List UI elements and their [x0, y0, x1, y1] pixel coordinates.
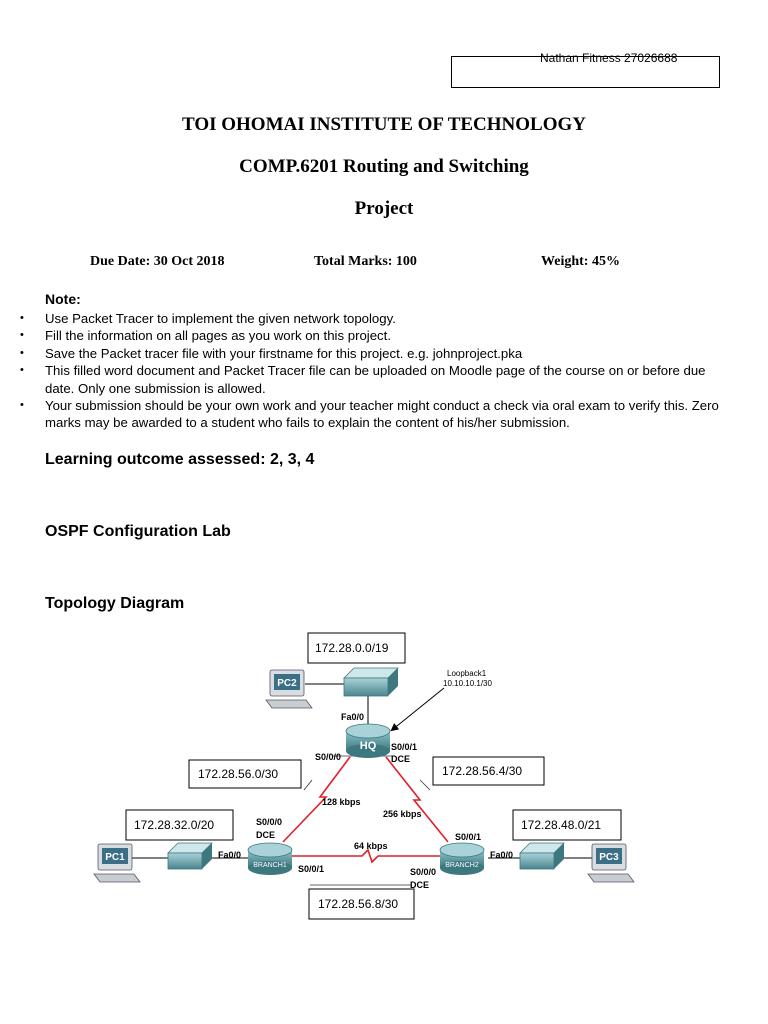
- subnet-tick-hq-b1: [304, 780, 312, 790]
- bullet-icon: •: [20, 346, 24, 359]
- hq-s000-label: S0/0/0: [315, 752, 342, 762]
- hq-fa-label: Fa0/0: [341, 712, 365, 722]
- svg-text:172.28.32.0/20: 172.28.32.0/20: [134, 818, 215, 832]
- pc3-label: PC3: [599, 852, 619, 863]
- speed-hq-b1: 128 kbps: [322, 797, 361, 807]
- bullet-icon: •: [20, 399, 24, 412]
- list-item: • Fill the information on all pages as you work on this project.: [20, 328, 391, 344]
- b2-dce-label: DCE: [410, 880, 430, 890]
- lab-title-heading: OSPF Configuration Lab: [45, 523, 231, 540]
- b1-s001-label: S0/0/1: [298, 864, 325, 874]
- b1-s000-label: S0/0/0: [256, 817, 283, 827]
- weight: Weight: 45%: [541, 254, 620, 269]
- bullet-icon: •: [20, 329, 24, 342]
- list-item: • This filled word document and Packet Tracer file can be uploaded on Moodle page of the course on or before due date. Only one submission is allowed.: [20, 363, 706, 396]
- switch-hq: [344, 668, 398, 696]
- router-branch2-label: BRANCH2: [445, 862, 479, 869]
- bullet-icon: •: [20, 312, 24, 324]
- svg-text:172.28.56.0/30: 172.28.56.0/30: [198, 767, 279, 781]
- pc3: [588, 844, 634, 882]
- due-date: Due Date: 30 Oct 2018: [90, 254, 225, 269]
- subnet-box-hq-b1: [189, 760, 301, 788]
- list-item: • Use Packet Tracer to implement the given network topology.: [20, 311, 396, 326]
- loopback-label: Loopback1: [447, 669, 487, 678]
- topology-heading: Topology Diagram: [45, 595, 185, 612]
- router-branch1: [248, 843, 292, 875]
- institute-title: TOI OHOMAI INSTITUTE OF TECHNOLOGY: [181, 114, 586, 135]
- pc1-label: PC1: [105, 852, 125, 863]
- subnet-box-b1-b2: [309, 889, 414, 919]
- subnet-box-hq-b2: [433, 757, 544, 785]
- svg-text:172.28.56.4/30: 172.28.56.4/30: [442, 764, 523, 778]
- learning-outcome-heading: Learning outcome assessed: 2, 3, 4: [45, 451, 315, 468]
- pc1: [94, 844, 140, 882]
- svg-text:172.28.48.0/21: 172.28.48.0/21: [521, 818, 602, 832]
- link-speed-labels: [322, 797, 422, 851]
- hq-dce-label: DCE: [391, 754, 411, 764]
- student-name: Nathan Fitness 27026688: [540, 51, 678, 65]
- loopback-ip: 10.10.10.1/30: [443, 679, 492, 688]
- subnet-box-b2-lan: [513, 810, 621, 840]
- speed-b1-b2: 64 kbps: [354, 841, 388, 851]
- list-item: • Save the Packet tracer file with your firstname for this project. e.g. johnproject.pka: [20, 345, 523, 361]
- router-branch2: [440, 843, 484, 875]
- speed-hq-b2: 256 kbps: [383, 809, 422, 819]
- router-hq: [346, 724, 390, 758]
- pc2-label: PC2: [277, 678, 297, 689]
- total-marks: Total Marks: 100: [314, 254, 417, 269]
- pc2: [266, 670, 312, 708]
- serial-branch1-branch2: [292, 850, 440, 862]
- b1-dce-label: DCE: [256, 830, 276, 840]
- note-title: Note:: [45, 291, 81, 307]
- b2-s001-label: S0/0/1: [455, 832, 482, 842]
- document-type: Project: [354, 198, 414, 219]
- b2-s000-label: S0/0/0: [410, 867, 437, 877]
- course-title: COMP.6201 Routing and Switching: [239, 156, 529, 177]
- hq-s001-label: S0/0/1: [391, 742, 418, 752]
- subnet-box-hq-lan: [308, 633, 405, 663]
- switch-branch1: [168, 843, 212, 869]
- subnet-box-b1-lan: [126, 810, 233, 840]
- router-hq-label: HQ: [359, 740, 377, 752]
- list-item: • Your submission should be your own work and your teacher might conduct a check via oral exam to verify this. Zero marks may be awarded to a student who fails to explain the content of his/her submission.: [20, 398, 719, 431]
- svg-text:172.28.0.0/19: 172.28.0.0/19: [315, 641, 389, 655]
- b1-fa-label: Fa0/0: [218, 850, 242, 860]
- bullet-icon: •: [20, 364, 24, 377]
- subnet-tick-hq-b2: [420, 780, 430, 790]
- svg-text:172.28.56.8/30: 172.28.56.8/30: [318, 897, 399, 911]
- b2-fa-label: Fa0/0: [490, 850, 514, 860]
- loopback-arrow: [392, 688, 444, 730]
- router-branch1-label: BRANCH1: [253, 862, 287, 869]
- switch-branch2: [520, 843, 564, 869]
